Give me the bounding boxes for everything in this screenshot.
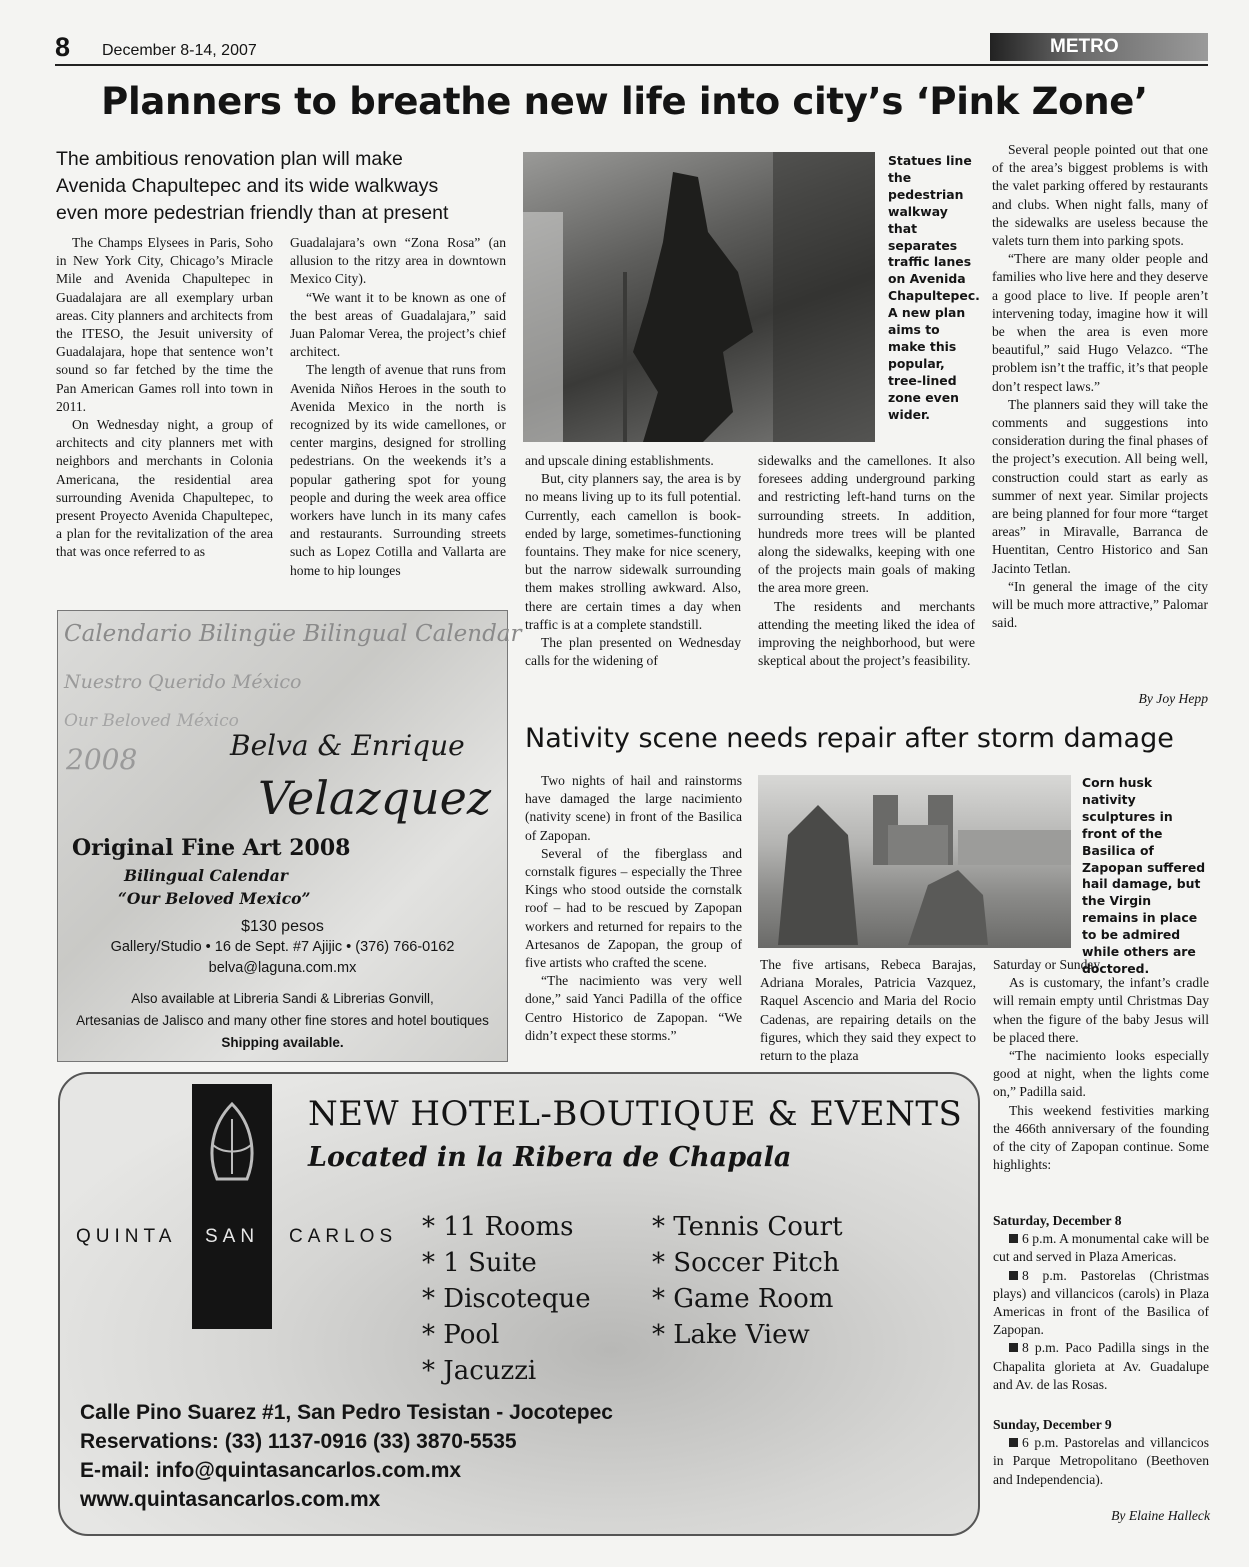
schedule-day: Saturday, December 8 (993, 1213, 1122, 1228)
paragraph: and upscale dining establishments. (525, 453, 714, 468)
hotel-contact (80, 1398, 613, 1514)
paragraph: “There are many older people and families who live here and they deserve a good place to live. If people aren’t intervening today, imagine how it will be when the area is even more beautiful,” said Hugo Velazco. “The problem isn’t the traffic, it’s that people don’t respect laws.” (992, 251, 1208, 394)
hotel-logo-quinta: QUINTA (76, 1226, 177, 1247)
paragraph: But, city planners say, the area is by no means living up to its full potential. Currently, each camellon is book-ended by large, sometimes-functioning fountains. They make for nice scenery, but the narrow sidewalk surrounding them makes strolling awkward. Also, there are certain times a day when traffic is at a complete standstill. (525, 471, 741, 632)
paragraph: Several people pointed out that one of the area’s biggest problems is with the valet parking offered by restaurants and clubs. When night falls, many of the sidewalks are useless because the valets turn them into parking spots. (992, 142, 1208, 249)
statue-photo (523, 152, 875, 442)
nativity-photo (758, 775, 1071, 948)
main-article-col-5 (992, 141, 1208, 632)
amenity-item: * Jacuzzi (422, 1356, 537, 1386)
nativity-photo-caption: Corn husk nativity sculptures in front of the Basilica of Zapopan suffered hail damage, but the Virgin remains in place to be admired while others are doctored. (1082, 775, 1206, 976)
paragraph: Saturday or Sunday. (993, 957, 1103, 972)
main-deck (56, 146, 516, 227)
hotel-email: E-mail: info@quintasancarlos.com.mx (80, 1459, 462, 1482)
main-article-col-1 (56, 234, 273, 562)
paragraph: The Champs Elysees in Paris, Soho in New York City, Chicago’s Miracle Mile and Avenida Chapultepec in Guadalajara are all exemplary urban areas. City planners and architects from the ITESO, the Jesuit university of Guadalajara, hope that sentence won’t sound so far fetched by the time the Pan American Games roll into town in 2011. (56, 235, 273, 414)
issue-date: December 8-14, 2007 (102, 42, 257, 59)
calendar-ad-address: Gallery/Studio • 16 de Sept. #7 Ajijic • (376) 766-0162 (110, 939, 455, 955)
calendar-ad (57, 610, 522, 1062)
nativity-col-2 (760, 956, 976, 1065)
paragraph: The length of avenue that runs from Avenida Niños Heroes in the south to Avenida Mexico in the north is recognized by its wide camellones, or center margins, designed for strolling pedestrians. On the weekends it’s a popular gathering spot for young people and during the week area office workers have lunch in its many cafes and restaurants. Surrounding streets such as Lopez Cotilla and Vallarta are home to hip lounges (290, 362, 506, 578)
amenity-item: * Pool (422, 1320, 500, 1350)
nativity-col-3 (993, 956, 1209, 1174)
header-rule (55, 64, 1208, 66)
nativity-headline: Nativity scene needs repair after storm damage (525, 723, 1174, 754)
calendar-ad-avail2: Artesanias de Jalisco and many other fine stores and hotel boutiques (76, 1013, 489, 1028)
paragraph: “In general the image of the city will be much more attractive,” Palomar said. (992, 578, 1208, 631)
calendar-ad-price: $130 pesos (241, 918, 324, 935)
hotel-logo-carlos: CARLOS (289, 1226, 398, 1247)
festivities-schedule (993, 1212, 1209, 1489)
amenity-item: * 1 Suite (422, 1248, 537, 1278)
hotel-ad (58, 1072, 980, 1536)
hotel-address: Calle Pino Suarez #1, San Pedro Tesistan - Jocotepec (80, 1401, 613, 1424)
bullet-square-icon (1009, 1271, 1018, 1280)
paragraph: “The nacimiento was very well done,” said Yanci Padilla of the office Centro Historico de Zapopan. “We didn’t expect these storms.” (525, 973, 742, 1043)
paragraph: The plan presented on Wednesday calls for the widening of (525, 635, 741, 669)
hotel-amenities-right (652, 1209, 843, 1353)
paragraph: This weekend festivities marking the 466th anniversary of the founding of the city of Zapopan continue. Some highlights: (993, 1102, 1209, 1173)
deck-line: Avenida Chapultepec and its wide walkways (56, 175, 439, 197)
bullet-square-icon (1009, 1438, 1018, 1447)
statue-photo-art (523, 152, 875, 442)
hotel-amenities-left (422, 1209, 591, 1389)
calendar-ad-line2: Nuestro Querido México (64, 671, 302, 693)
main-article-col-4 (758, 452, 975, 670)
calendar-ad-sub1: Bilingual Calendar (124, 866, 288, 885)
paragraph: Several of the fiberglass and cornstalk figures – especially the Three Kings who stood outside the cornstalk roof – had to be rescued by Zapopan workers and returned for repairs to the Artesanos de Zapopan, the group of five artists who crafted the scene. (525, 845, 742, 971)
artist-signature-last: Velazquez (258, 771, 492, 825)
hotel-logo-emblem-icon (192, 1084, 272, 1194)
paragraph: The five artisans, Rebeca Barajas, Adriana Morales, Patricia Vazquez, Raquel Ascencio and Maria del Rocio Cadenas, are repairing details on the figures, which they said they expect to return to the plaza (760, 957, 976, 1064)
paragraph: sidewalks and the camellones. It also foresees adding underground parking and restricting left-hand turns on the surrounding streets. In addition, hundreds more trees will be planted along the sidewalks, keeping with one of the projects main goals of making the area more green. (758, 453, 975, 596)
section-label: METRO (990, 33, 1208, 61)
calendar-ad-email: belva@laguna.com.mx (208, 960, 357, 976)
hotel-logo-san: SAN (205, 1226, 260, 1247)
nativity-col-1 (525, 772, 742, 1045)
amenity-item: * Game Room (652, 1284, 834, 1314)
bullet-square-icon (1009, 1343, 1018, 1352)
amenity-item: * Lake View (652, 1320, 810, 1350)
calendar-ad-shipping: Shipping available. (221, 1035, 344, 1050)
deck-line: The ambitious renovation plan will make (56, 148, 403, 170)
schedule-day: Sunday, December 9 (993, 1417, 1112, 1433)
schedule-item: 8 p.m. Paco Padilla sings in the Chapalita glorieta at Av. Guadalupe and Av. de las Rosas. (993, 1340, 1209, 1392)
paragraph: “The nacimiento looks especially good at night, when the lights come on,” Padilla said. (993, 1048, 1209, 1100)
deck-line: even more pedestrian friendly than at present (56, 202, 449, 224)
calendar-ad-heading: Original Fine Art 2008 (72, 835, 351, 861)
hotel-website: www.quintasancarlos.com.mx (80, 1488, 381, 1511)
main-byline: By Joy Hepp (1138, 691, 1208, 706)
artist-signature-first: Belva & Enrique (230, 729, 465, 762)
hotel-reservations: Reservations: (33) 1137-0916 (33) 3870-5535 (80, 1430, 517, 1453)
calendar-ad-line3: Our Beloved México (64, 711, 239, 731)
main-article-col-3 (525, 452, 741, 670)
amenity-item: * Soccer Pitch (652, 1248, 840, 1278)
schedule-item: 6 p.m. Pastorelas and villancicos in Parque Metropolitano (Beethoven and Independencia). (993, 1435, 1209, 1487)
paragraph: As is customary, the infant’s cradle will remain empty until Christmas Day when the figure of the baby Jesus will be placed there. (993, 975, 1209, 1045)
amenity-item: * 11 Rooms (422, 1212, 574, 1242)
schedule-item: 8 p.m. Pastorelas (Christmas plays) and villancicos (carols) in Plaza Americas in front of the Basilica of Zapopan. (993, 1267, 1209, 1338)
calendar-ad-avail1: Also available at Libreria Sandi & Librerias Gonvill, (131, 991, 434, 1006)
calendar-ad-sub2: “Our Beloved Mexico” (118, 889, 311, 908)
paragraph: The planners said they will take the comments and suggestions into consideration during the final phases of the project’s execution. All being well, construction could start as early as summer of next year. Similar projects are being planned for four more “target areas” in Miravalle, Barranca de Huentitan, Centro Historico and San Jacinto Tetlan. (992, 396, 1208, 576)
calendar-ad-title: Calendario Bilingüe Bilingual Calendar (64, 621, 522, 647)
nativity-photo-art (758, 775, 1071, 948)
paragraph: Guadalajara’s own “Zona Rosa” (an allusion to the ritzy area in downtown Mexico City). (290, 235, 506, 287)
calendar-ad-year: 2008 (66, 743, 138, 776)
schedule-item: 6 p.m. A monumental cake will be cut and served in Plaza Americas. (993, 1231, 1209, 1265)
nativity-byline: By Elaine Halleck (1111, 1508, 1210, 1523)
paragraph: The residents and merchants attending the meeting liked the idea of improving the neighborhood, but were skeptical about the project’s feasibility. (758, 598, 975, 669)
paragraph: “We want it to be known as one of the best areas of Guadalajara,” said Juan Palomar Verea, the project’s chief architect. (290, 289, 506, 360)
paragraph: On Wednesday night, a group of architects and city planners met with neighbors and merchants in Colonia Americana, the residential area surrounding Avenida Chapultepec, to present Proyecto Avenida Chapultepec, a plan for the revitalization of the area that was once referred to as (56, 417, 273, 560)
hotel-ad-headline: NEW HOTEL-BOUTIQUE & EVENTS (308, 1094, 963, 1134)
hotel-logo-bar (192, 1084, 272, 1329)
amenity-item: * Discoteque (422, 1284, 591, 1314)
hotel-ad-subhead: Located in la Ribera de Chapala (308, 1142, 792, 1173)
main-article-col-2 (290, 234, 506, 580)
bullet-square-icon (1009, 1234, 1018, 1243)
page-number: 8 (55, 32, 71, 62)
amenity-item: * Tennis Court (652, 1212, 843, 1242)
statue-photo-caption: Statues line the pedestrian walkway that separates traffic lanes on Avenida Chapultepec. A new plan aims to make this popular, tree-lined zone even wider. (888, 153, 980, 422)
main-headline: Planners to breathe new life into city’s ‘Pink Zone’ (101, 80, 1148, 123)
paragraph: Two nights of hail and rainstorms have damaged the large nacimiento (nativity scene) in front of the Basilica of Zapopan. (525, 773, 742, 843)
